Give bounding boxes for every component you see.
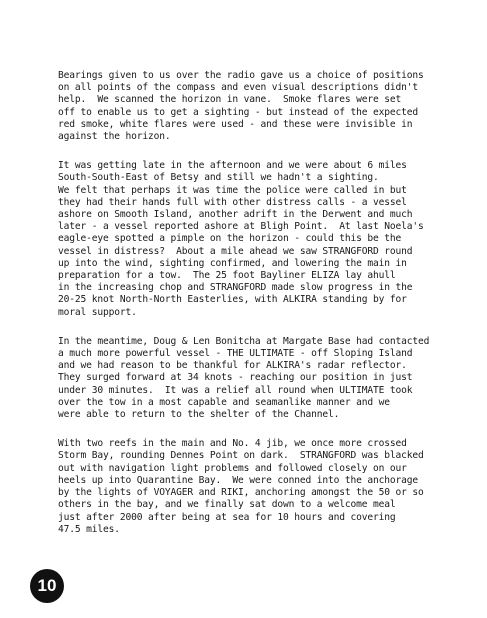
text-line: Storm Bay, rounding Dennes Point on dark. STRANGFORD was blacked — [58, 450, 424, 462]
text-line: in the increasing chop and STRANGFORD made slow progress in the — [58, 282, 413, 294]
paragraph — [58, 438, 462, 536]
text-line: heels up into Quarantine Bay. We were conned into the anchorage — [58, 474, 419, 486]
text-line: preparation for a tow. The 25 foot Bayliner ELIZA lay ahull — [58, 270, 396, 282]
text-line: up into the wind, sighting confirmed, and lowering the main in — [58, 257, 407, 269]
text-line: others in the bay, and we finally sat down to a welcome meal — [58, 499, 396, 511]
text-line: With two reefs in the main and No. 4 jib, we once more crossed — [58, 438, 407, 450]
text-line: South-South-East of Betsy and still we hadn't a sighting. — [58, 172, 379, 184]
text-line: We felt that perhaps it was time the police were called in but — [58, 184, 407, 196]
text-line: a much more powerful vessel - THE ULTIMATE - off Sloping Island — [58, 348, 413, 360]
body-text — [58, 70, 462, 553]
text-line: moral support. — [58, 306, 137, 318]
paragraph — [58, 70, 462, 143]
text-line: and we had reason to be thankful for ALKIRA's radar reflector. — [58, 360, 407, 372]
text-line: 20-25 knot North-North Easterlies, with ALKIRA standing by for — [58, 294, 407, 306]
text-line: vessel in distress? About a mile ahead we saw STRANGFORD round — [58, 245, 413, 257]
text-line: In the meantime, Doug & Len Bonitcha at Margate Base had contacted — [58, 335, 430, 347]
paragraph — [58, 160, 462, 319]
text-line: out with navigation light problems and followed closely on our — [58, 462, 407, 474]
text-line: 47.5 miles. — [58, 523, 120, 535]
text-line: were able to return to the shelter of the Channel. — [58, 409, 340, 421]
text-line: against the horizon. — [58, 131, 171, 143]
text-line: under 30 minutes. It was a relief all round when ULTIMATE took — [58, 384, 413, 396]
text-line: they had their hands full with other distress calls - a vessel — [58, 196, 407, 208]
text-line: later - a vessel reported ashore at Bligh Point. At last Noela's — [58, 221, 424, 233]
text-line: They surged forward at 34 knots - reaching our position in just — [58, 372, 413, 384]
text-line: off to enable us to get a sighting - but instead of the expected — [58, 106, 419, 118]
text-line: help. We scanned the horizon in vane. Smoke flares were set — [58, 94, 402, 106]
text-line: It was getting late in the afternoon and we were about 6 miles — [58, 160, 407, 172]
text-line: over the tow in a most capable and seamanlike manner and we — [58, 396, 390, 408]
text-line: Bearings given to us over the radio gave us a choice of positions — [58, 70, 424, 81]
text-line: ashore on Smooth Island, another adrift in the Derwent and much — [58, 209, 413, 221]
text-line: by the lights of VOYAGER and RIKI, anchoring amongst the 50 or so — [58, 487, 424, 499]
text-line: on all points of the compass and even visual descriptions didn't — [58, 82, 419, 94]
text-line: just after 2000 after being at sea for 10 hours and covering — [58, 511, 396, 523]
text-line: eagle-eye spotted a pimple on the horizon - could this be the — [58, 233, 402, 245]
text-line: red smoke, white flares were used - and these were invisible in — [58, 118, 413, 130]
page-number-badge: 10 — [30, 569, 64, 603]
paragraph — [58, 336, 462, 421]
